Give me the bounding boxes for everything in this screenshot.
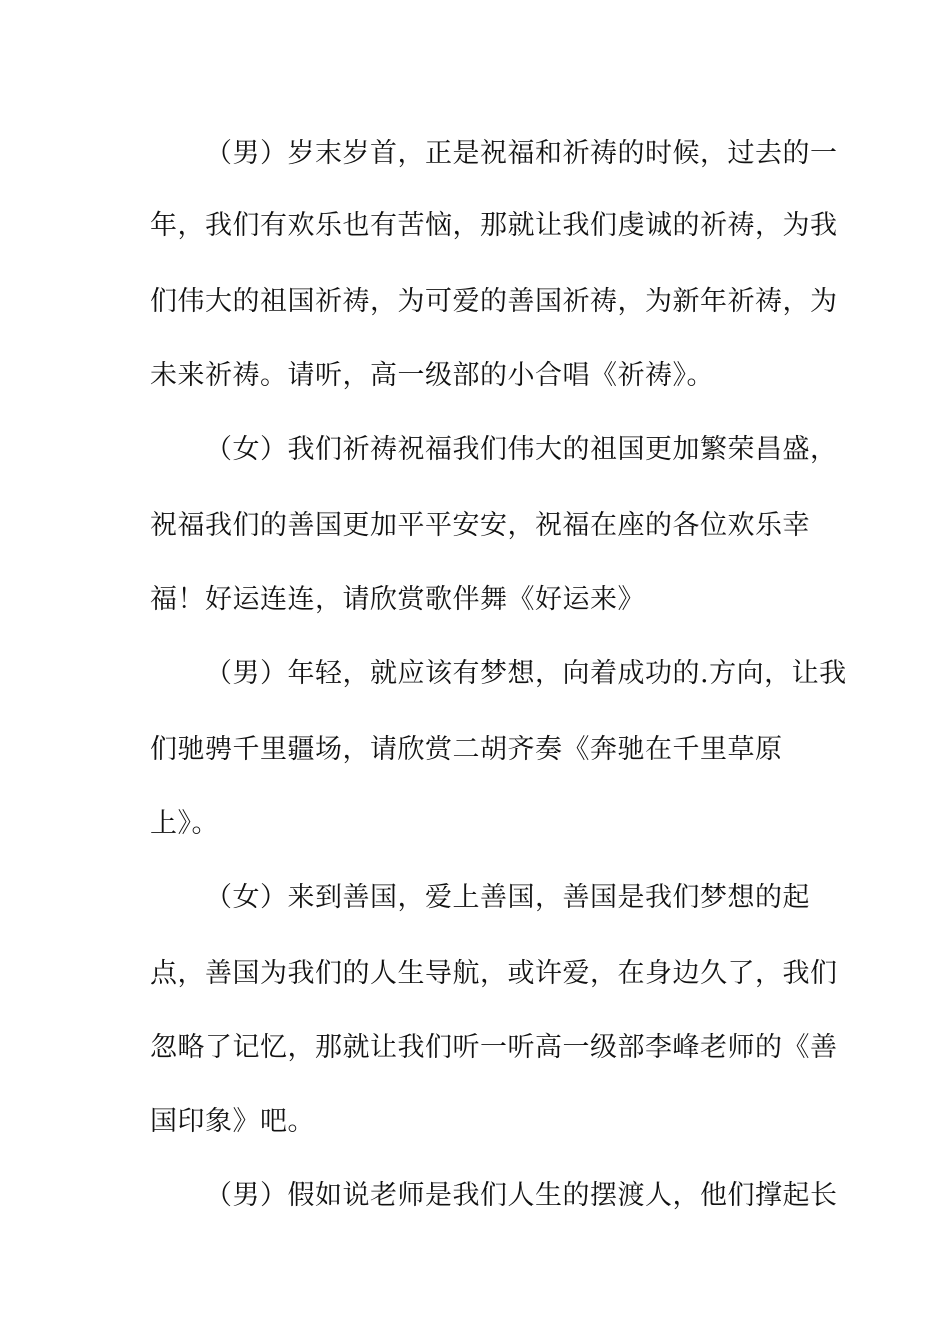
paragraph-line: （男）岁末岁首，正是祝福和祈祷的时候，过去的一 <box>205 138 838 169</box>
paragraph-line: 未来祈祷。请听，高一级部的小合唱《祈祷》。 <box>150 360 714 391</box>
paragraph-line: 点，善国为我们的人生导航，或许爱，在身边久了，我们 <box>150 958 838 989</box>
paragraph-line: 忽略了记忆，那就让我们听一听高一级部李峰老师的《善 <box>150 1032 838 1063</box>
paragraph-line: （女）我们祈祷祝福我们伟大的祖国更加繁荣昌盛， <box>205 434 838 465</box>
paragraph-line: 上》。 <box>150 808 219 839</box>
paragraph-line: 祝福我们的善国更加平平安安，祝福在座的各位欢乐幸 <box>150 510 810 541</box>
paragraph-line: 年，我们有欢乐也有苦恼，那就让我们虔诚的祈祷，为我 <box>150 210 838 241</box>
paragraph-line: （男）年轻，就应该有梦想，向着成功的.方向，让我 <box>205 658 847 689</box>
paragraph-line: 国印象》吧。 <box>150 1106 315 1137</box>
paragraph-line: 们伟大的祖国祈祷，为可爱的善国祈祷，为新年祈祷，为 <box>150 286 838 317</box>
paragraph-line: 福！好运连连，请欣赏歌伴舞《好运来》 <box>150 584 645 615</box>
paragraph-line: （女）来到善国，爱上善国，善国是我们梦想的起 <box>205 882 810 913</box>
paragraph-line: 们驰骋千里疆场，请欣赏二胡齐奏《奔驰在千里草原 <box>150 734 783 765</box>
paragraph-line: （男）假如说老师是我们人生的摆渡人，他们撑起长 <box>205 1180 838 1211</box>
